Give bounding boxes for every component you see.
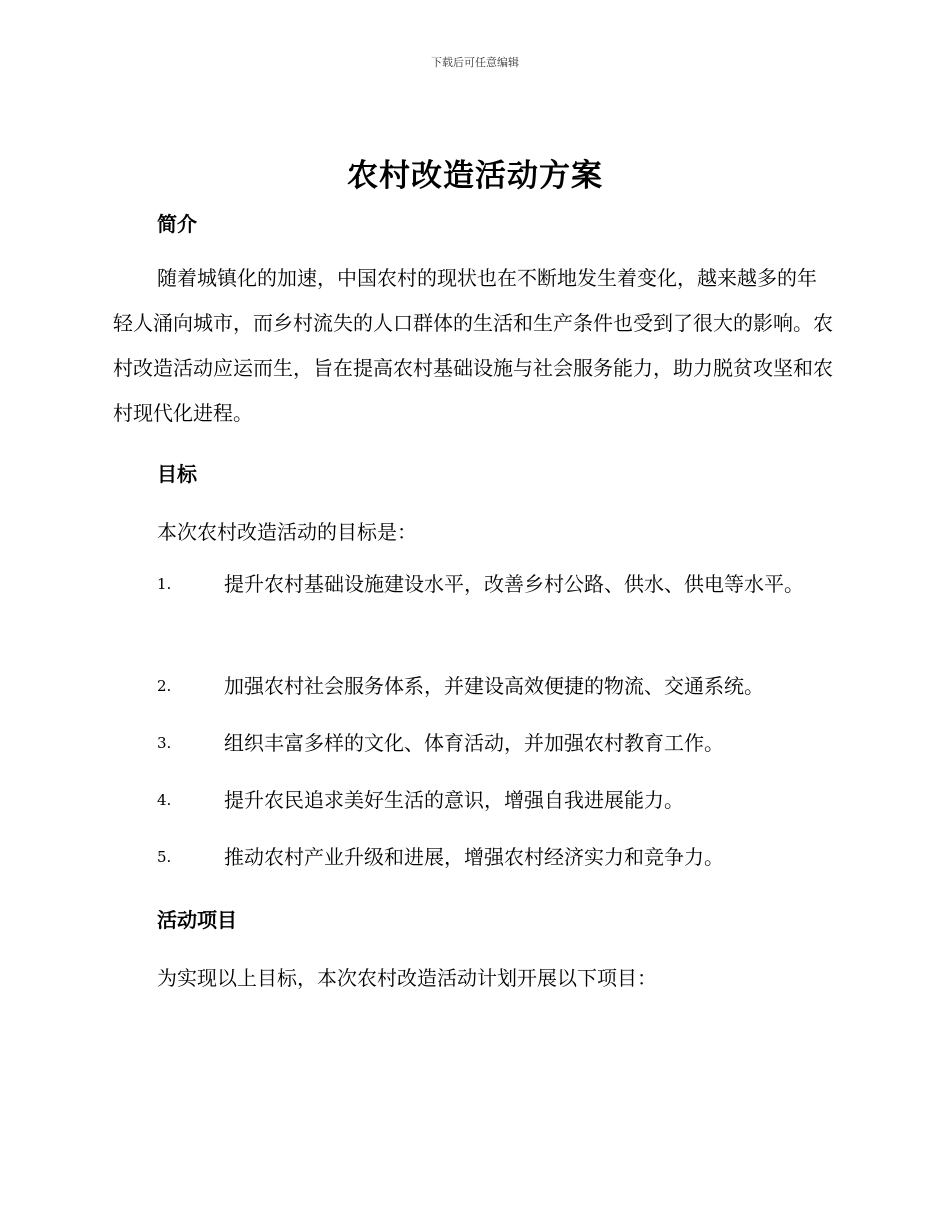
list-number: 2. bbox=[157, 677, 172, 695]
list-text: 提升农民追求美好生活的意识，增强自我进展能力。 bbox=[224, 788, 684, 812]
list-text: 推动农村产业升级和进展，增强农村经济实力和竞争力。 bbox=[224, 845, 724, 869]
list-number: 3. bbox=[157, 734, 172, 752]
list-number: 4. bbox=[157, 791, 172, 809]
intro-paragraph: 随着城镇化的加速，中国农村的现状也在不断地发生着变化，越来越多的年轻人涌向城市，而乡村流失的人口群体的生活和生产条件也受到了很大的影响。农村改造活动应运而生，旨在提高农村基础设施与社会服务能力，助力脱贫攻坚和农村现代化进程。 bbox=[113, 266, 833, 425]
list-text: 组织丰富多样的文化、体育活动，并加强农村教育工作。 bbox=[224, 731, 724, 755]
section-heading-projects: 活动项目 bbox=[157, 908, 237, 932]
list-text: 加强农村社会服务体系，并建设高效便捷的物流、交通系统。 bbox=[224, 674, 764, 698]
goal-list-item bbox=[113, 562, 835, 607]
list-number: 5. bbox=[157, 848, 172, 866]
goals-lead-text: 本次农村改造活动的目标是： bbox=[157, 520, 417, 544]
goal-list-item bbox=[113, 835, 835, 880]
goal-list-item bbox=[113, 778, 835, 823]
section-heading-goals: 目标 bbox=[157, 462, 197, 486]
goal-list-item bbox=[113, 664, 835, 709]
page-header-note: 下载后可任意编辑 bbox=[431, 56, 519, 69]
goal-list-item bbox=[113, 721, 835, 766]
list-number: 1. bbox=[157, 575, 172, 593]
document-title: 农村改造活动方案 bbox=[347, 158, 603, 194]
projects-lead-text: 为实现以上目标，本次农村改造活动计划开展以下项目： bbox=[157, 966, 657, 990]
list-text: 提升农村基础设施建设水平，改善乡村公路、供水、供电等水平。 bbox=[224, 572, 804, 596]
section-heading-intro: 简介 bbox=[157, 212, 197, 236]
